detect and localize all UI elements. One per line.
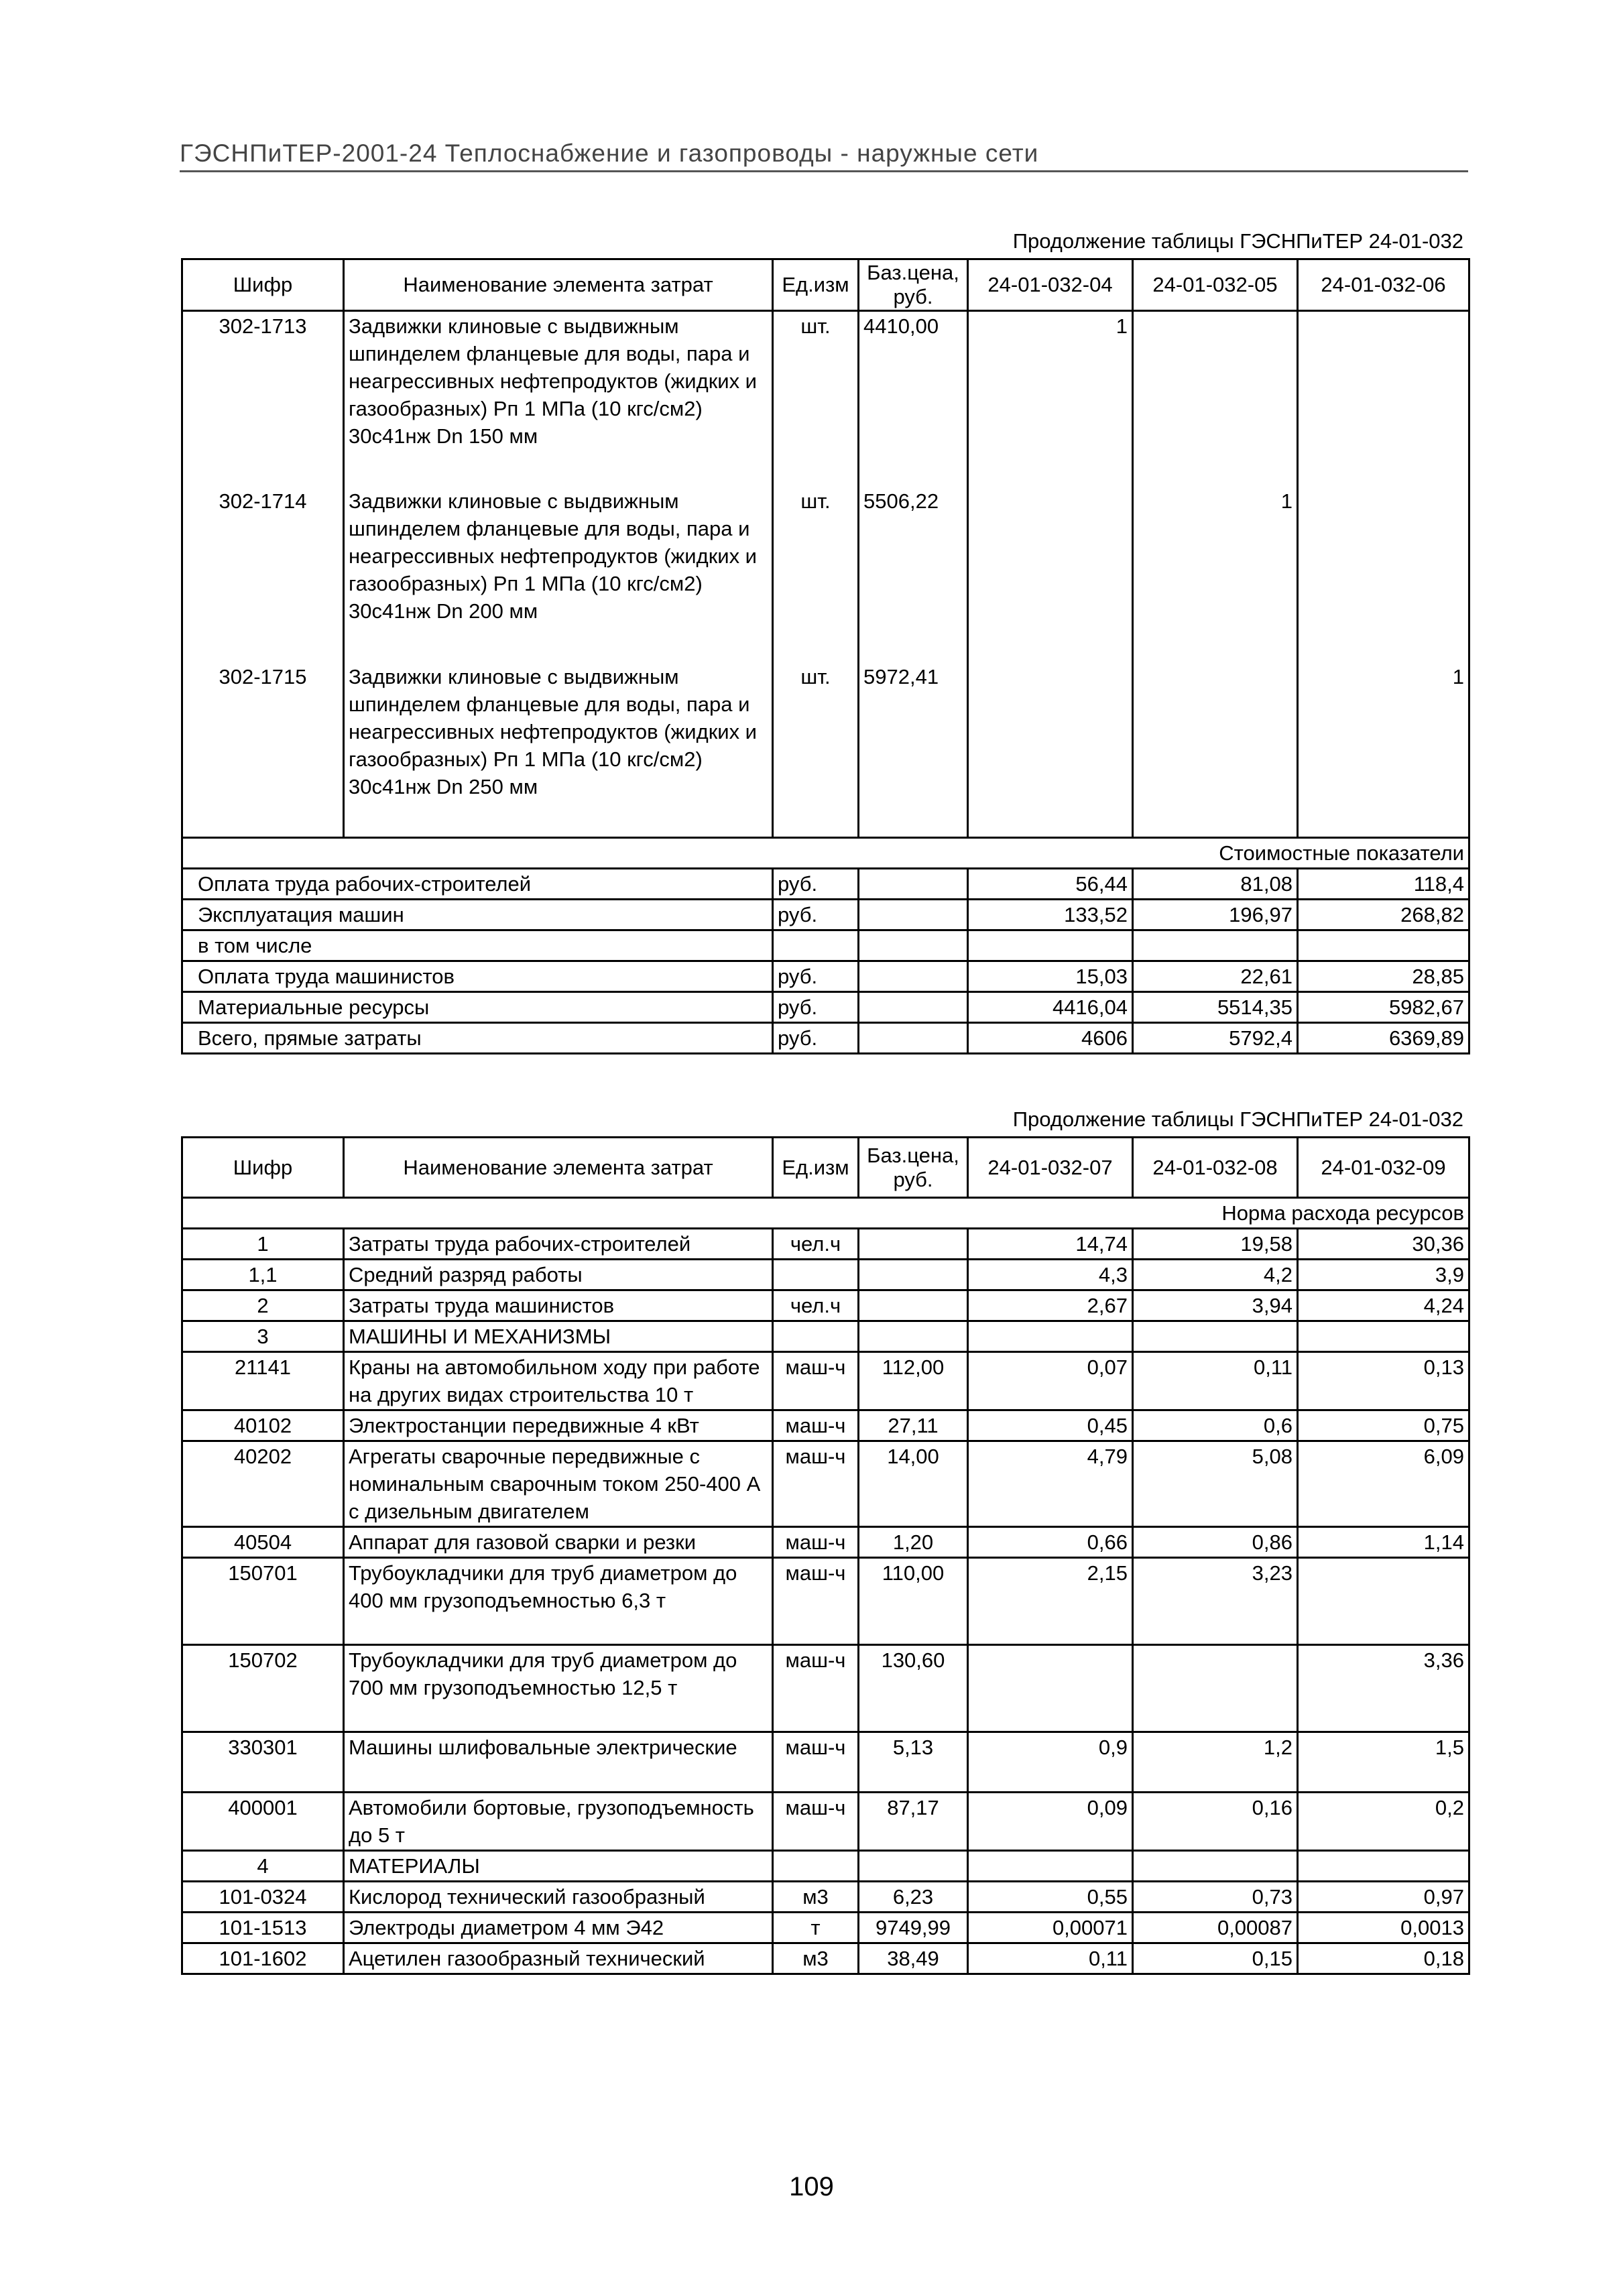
cell-value: [968, 662, 1133, 838]
cell-value: [1133, 662, 1298, 838]
cell-unit: чел.ч: [773, 1229, 859, 1260]
cell-value: 3,23: [1133, 1558, 1298, 1645]
header-unit: Ед.изм: [773, 259, 859, 311]
header-code: Шифр: [182, 1138, 344, 1198]
cell-value: 0,07: [968, 1352, 1133, 1410]
cell-name: Кислород технический газообразный: [344, 1882, 773, 1913]
cell-value: 0,00071: [968, 1913, 1133, 1943]
table2-continuation: Продолжение таблицы ГЭСНПиТЕР 24-01-032: [1012, 1107, 1463, 1131]
cell-value: [968, 487, 1133, 662]
table-row: [182, 1321, 1469, 1352]
cell-unit: маш-ч: [773, 1558, 859, 1645]
cell-price: 5,13: [859, 1732, 968, 1793]
table1-continuation: Продолжение таблицы ГЭСНПиТЕР 24-01-032: [1012, 229, 1463, 253]
table-row: [182, 1441, 1469, 1527]
table-row: [182, 1851, 1469, 1882]
cell-value: 0,11: [968, 1943, 1133, 1974]
table-row: [182, 1732, 1469, 1793]
cost-value: 196,97: [1133, 900, 1298, 930]
cell-code: 302-1713: [182, 311, 344, 487]
cell-code: 1: [182, 1229, 344, 1260]
cost-label: Эксплуатация машин: [182, 900, 773, 930]
cell-name: Задвижки клиновые с выдвижным шпинделем фланцевые для воды, пара и неагрессивных нефтепродуктов (жидких и газообразных) Рп 1 МПа (10 кгс/см2) 30с41нж Dn 200 мм: [344, 487, 773, 662]
cost-row: [182, 900, 1469, 930]
cell-value: 0,2: [1298, 1793, 1469, 1851]
cell-value: 1,14: [1298, 1527, 1469, 1558]
cell-code: 40504: [182, 1527, 344, 1558]
cell-value: 0,09: [968, 1793, 1133, 1851]
cell-value: 2,67: [968, 1290, 1133, 1321]
table-row: [182, 311, 1469, 487]
cost-value: 268,82: [1298, 900, 1469, 930]
cell-unit: т: [773, 1913, 859, 1943]
cell-name: Трубоукладчики для труб диаметром до 700 мм грузоподъемностью 12,5 т: [344, 1645, 773, 1732]
header-name: Наименование элемента затрат: [344, 259, 773, 311]
table-row: [182, 1290, 1469, 1321]
cell-price: [859, 1851, 968, 1882]
cell-price: 1,20: [859, 1527, 968, 1558]
cell-value: 0,0013: [1298, 1913, 1469, 1943]
cell-value: [1133, 1851, 1298, 1882]
cell-code: 40102: [182, 1410, 344, 1441]
cell-code: 302-1714: [182, 487, 344, 662]
cell-value: 0,13: [1298, 1352, 1469, 1410]
cell-value: [1298, 1558, 1469, 1645]
cost-row: [182, 992, 1469, 1023]
table-row: [182, 1260, 1469, 1290]
cell-code: 330301: [182, 1732, 344, 1793]
cell-value: 0,45: [968, 1410, 1133, 1441]
cell-value: [1298, 311, 1469, 487]
table1: [181, 258, 1470, 1054]
cost-price-empty: [859, 900, 968, 930]
table-row: [182, 662, 1469, 838]
cell-name: Трубоукладчики для труб диаметром до 400 мм грузоподъемностью 6,3 т: [344, 1558, 773, 1645]
cell-value: 1: [1298, 662, 1469, 838]
table-row: [182, 1558, 1469, 1645]
cell-value: [1133, 1645, 1298, 1732]
cost-row: [182, 961, 1469, 992]
header-price: Баз.цена, руб.: [859, 259, 968, 311]
cell-name: Машины шлифовальные электрические: [344, 1732, 773, 1793]
cell-price: [859, 1321, 968, 1352]
cost-value: 56,44: [968, 869, 1133, 900]
cell-price: 14,00: [859, 1441, 968, 1527]
header-col-09: 24-01-032-09: [1298, 1138, 1469, 1198]
cell-price: 110,00: [859, 1558, 968, 1645]
page-number: 109: [789, 2172, 834, 2201]
header-price: Баз.цена, руб.: [859, 1138, 968, 1198]
cell-value: [968, 1645, 1133, 1732]
cost-price-empty: [859, 1023, 968, 1054]
cell-unit: м3: [773, 1882, 859, 1913]
table-row: [182, 1882, 1469, 1913]
cell-value: 3,94: [1133, 1290, 1298, 1321]
cell-value: 0,97: [1298, 1882, 1469, 1913]
table2: [181, 1136, 1470, 1975]
cost-price-empty: [859, 930, 968, 961]
cell-value: 0,16: [1133, 1793, 1298, 1851]
cell-value: 0,9: [968, 1732, 1133, 1793]
cell-price: [859, 1229, 968, 1260]
running-header: ГЭСНПиТЕР-2001-24 Теплоснабжение и газопроводы - наружные сети: [180, 139, 1468, 172]
cell-unit: маш-ч: [773, 1732, 859, 1793]
cost-heading: Стоимостные показатели: [182, 838, 1469, 869]
cell-value: [968, 1851, 1133, 1882]
cost-value: 5982,67: [1298, 992, 1469, 1023]
header-code: Шифр: [182, 259, 344, 311]
cost-unit: руб.: [773, 869, 859, 900]
header-unit: Ед.изм: [773, 1138, 859, 1198]
cell-unit: м3: [773, 1943, 859, 1974]
cell-name: Затраты труда машинистов: [344, 1290, 773, 1321]
cell-value: 0,15: [1133, 1943, 1298, 1974]
cell-value: 0,66: [968, 1527, 1133, 1558]
cell-value: 6,09: [1298, 1441, 1469, 1527]
cost-row: [182, 1023, 1469, 1054]
cell-unit: маш-ч: [773, 1441, 859, 1527]
cell-code: 101-1602: [182, 1943, 344, 1974]
header-col-05: 24-01-032-05: [1133, 259, 1298, 311]
cell-value: 0,00087: [1133, 1913, 1298, 1943]
cost-value: 4606: [968, 1023, 1133, 1054]
cell-price: [859, 1260, 968, 1290]
cell-code: 150701: [182, 1558, 344, 1645]
cell-value: 0,73: [1133, 1882, 1298, 1913]
cell-price: 38,49: [859, 1943, 968, 1974]
cost-label: Материальные ресурсы: [182, 992, 773, 1023]
cell-unit: маш-ч: [773, 1645, 859, 1732]
cell-unit: шт.: [773, 662, 859, 838]
cell-value: 3,36: [1298, 1645, 1469, 1732]
cell-unit: шт.: [773, 311, 859, 487]
table-row: [182, 1943, 1469, 1974]
cost-value: 81,08: [1133, 869, 1298, 900]
cell-code: 101-0324: [182, 1882, 344, 1913]
cost-unit: руб.: [773, 961, 859, 992]
cost-value: [1298, 930, 1469, 961]
cell-name: Средний разряд работы: [344, 1260, 773, 1290]
cell-value: 1,5: [1298, 1732, 1469, 1793]
cost-row: [182, 930, 1469, 961]
cell-unit: [773, 1260, 859, 1290]
cell-code: 101-1513: [182, 1913, 344, 1943]
cell-code: 4: [182, 1851, 344, 1882]
cost-unit: руб.: [773, 1023, 859, 1054]
cell-name: Задвижки клиновые с выдвижным шпинделем фланцевые для воды, пара и неагрессивных нефтепродуктов (жидких и газообразных) Рп 1 МПа (10 кгс/см2) 30с41нж Dn 250 мм: [344, 662, 773, 838]
cell-name: Автомобили бортовые, грузоподъемность до 5 т: [344, 1793, 773, 1851]
cell-price: 5506,22: [859, 487, 968, 662]
cell-unit: шт.: [773, 487, 859, 662]
header-col-07: 24-01-032-07: [968, 1138, 1133, 1198]
cell-value: 4,3: [968, 1260, 1133, 1290]
cell-unit: чел.ч: [773, 1290, 859, 1321]
cell-value: 4,24: [1298, 1290, 1469, 1321]
cell-value: 1,2: [1133, 1732, 1298, 1793]
cell-name: МАТЕРИАЛЫ: [344, 1851, 773, 1882]
cell-value: 14,74: [968, 1229, 1133, 1260]
header-col-04: 24-01-032-04: [968, 259, 1133, 311]
cell-value: 0,86: [1133, 1527, 1298, 1558]
cost-unit: [773, 930, 859, 961]
cost-value: [1133, 930, 1298, 961]
cell-value: 4,79: [968, 1441, 1133, 1527]
table-row: [182, 1229, 1469, 1260]
norm-heading-row: [182, 1198, 1469, 1229]
cost-value: 22,61: [1133, 961, 1298, 992]
cell-price: 6,23: [859, 1882, 968, 1913]
cost-value: 5792,4: [1133, 1023, 1298, 1054]
cost-label: Всего, прямые затраты: [182, 1023, 773, 1054]
cell-code: 400001: [182, 1793, 344, 1851]
cost-value: 5514,35: [1133, 992, 1298, 1023]
cell-unit: [773, 1321, 859, 1352]
cell-price: [859, 1290, 968, 1321]
cell-price: 4410,00: [859, 311, 968, 487]
cell-value: 30,36: [1298, 1229, 1469, 1260]
cost-value: 6369,89: [1298, 1023, 1469, 1054]
cell-name: Затраты труда рабочих-строителей: [344, 1229, 773, 1260]
cell-name: Агрегаты сварочные передвижные с номинальным сварочным током 250-400 А с дизельным двигателем: [344, 1441, 773, 1527]
cell-value: 0,55: [968, 1882, 1133, 1913]
cell-code: 302-1715: [182, 662, 344, 838]
cell-unit: маш-ч: [773, 1793, 859, 1851]
cell-name: Электростанции передвижные 4 кВт: [344, 1410, 773, 1441]
cell-value: 3,9: [1298, 1260, 1469, 1290]
cost-value: 133,52: [968, 900, 1133, 930]
cell-code: 3: [182, 1321, 344, 1352]
cell-name: Ацетилен газообразный технический: [344, 1943, 773, 1974]
cell-value: 1: [968, 311, 1133, 487]
cost-heading-row: [182, 838, 1469, 869]
cell-unit: маш-ч: [773, 1410, 859, 1441]
cell-value: [1298, 1321, 1469, 1352]
cell-price: 9749,99: [859, 1913, 968, 1943]
cell-value: [968, 1321, 1133, 1352]
cost-value: 15,03: [968, 961, 1133, 992]
cell-value: 0,6: [1133, 1410, 1298, 1441]
cell-unit: маш-ч: [773, 1352, 859, 1410]
cell-code: 2: [182, 1290, 344, 1321]
cell-value: 0,11: [1133, 1352, 1298, 1410]
cell-code: 40202: [182, 1441, 344, 1527]
cell-code: 1,1: [182, 1260, 344, 1290]
cost-unit: руб.: [773, 900, 859, 930]
table-row: [182, 1410, 1469, 1441]
cell-value: 4,2: [1133, 1260, 1298, 1290]
table-row: [182, 1645, 1469, 1732]
cell-unit: маш-ч: [773, 1527, 859, 1558]
cost-value: 118,4: [1298, 869, 1469, 900]
header-name: Наименование элемента затрат: [344, 1138, 773, 1198]
cell-value: 2,15: [968, 1558, 1133, 1645]
cell-unit: [773, 1851, 859, 1882]
cost-row: [182, 869, 1469, 900]
cell-value: 0,75: [1298, 1410, 1469, 1441]
header-col-06: 24-01-032-06: [1298, 259, 1469, 311]
cell-value: [1298, 487, 1469, 662]
cell-value: 1: [1133, 487, 1298, 662]
cell-value: [1298, 1851, 1469, 1882]
cell-value: 5,08: [1133, 1441, 1298, 1527]
cost-value: 28,85: [1298, 961, 1469, 992]
cell-name: МАШИНЫ И МЕХАНИЗМЫ: [344, 1321, 773, 1352]
cell-code: 21141: [182, 1352, 344, 1410]
cell-value: 19,58: [1133, 1229, 1298, 1260]
cell-price: 27,11: [859, 1410, 968, 1441]
cell-name: Задвижки клиновые с выдвижным шпинделем фланцевые для воды, пара и неагрессивных нефтепродуктов (жидких и газообразных) Рп 1 МПа (10 кгс/см2) 30с41нж Dn 150 мм: [344, 311, 773, 487]
cost-price-empty: [859, 869, 968, 900]
cell-name: Краны на автомобильном ходу при работе на других видах строительства 10 т: [344, 1352, 773, 1410]
cost-price-empty: [859, 961, 968, 992]
cost-unit: руб.: [773, 992, 859, 1023]
cell-price: 5972,41: [859, 662, 968, 838]
cost-value: 4416,04: [968, 992, 1133, 1023]
cost-label: Оплата труда машинистов: [182, 961, 773, 992]
cost-price-empty: [859, 992, 968, 1023]
cell-name: Электроды диаметром 4 мм Э42: [344, 1913, 773, 1943]
header-col-08: 24-01-032-08: [1133, 1138, 1298, 1198]
cell-price: 87,17: [859, 1793, 968, 1851]
norm-heading: Норма расхода ресурсов: [182, 1198, 1469, 1229]
cell-name: Аппарат для газовой сварки и резки: [344, 1527, 773, 1558]
cell-value: [1133, 1321, 1298, 1352]
cost-label: в том числе: [182, 930, 773, 961]
cell-code: 150702: [182, 1645, 344, 1732]
table-row: [182, 1352, 1469, 1410]
cell-value: [1133, 311, 1298, 487]
cell-value: 0,18: [1298, 1943, 1469, 1974]
cell-price: 130,60: [859, 1645, 968, 1732]
table-row: [182, 1793, 1469, 1851]
table-row: [182, 1527, 1469, 1558]
cost-label: Оплата труда рабочих-строителей: [182, 869, 773, 900]
cell-price: 112,00: [859, 1352, 968, 1410]
table-row: [182, 487, 1469, 662]
table-row: [182, 1913, 1469, 1943]
cost-value: [968, 930, 1133, 961]
